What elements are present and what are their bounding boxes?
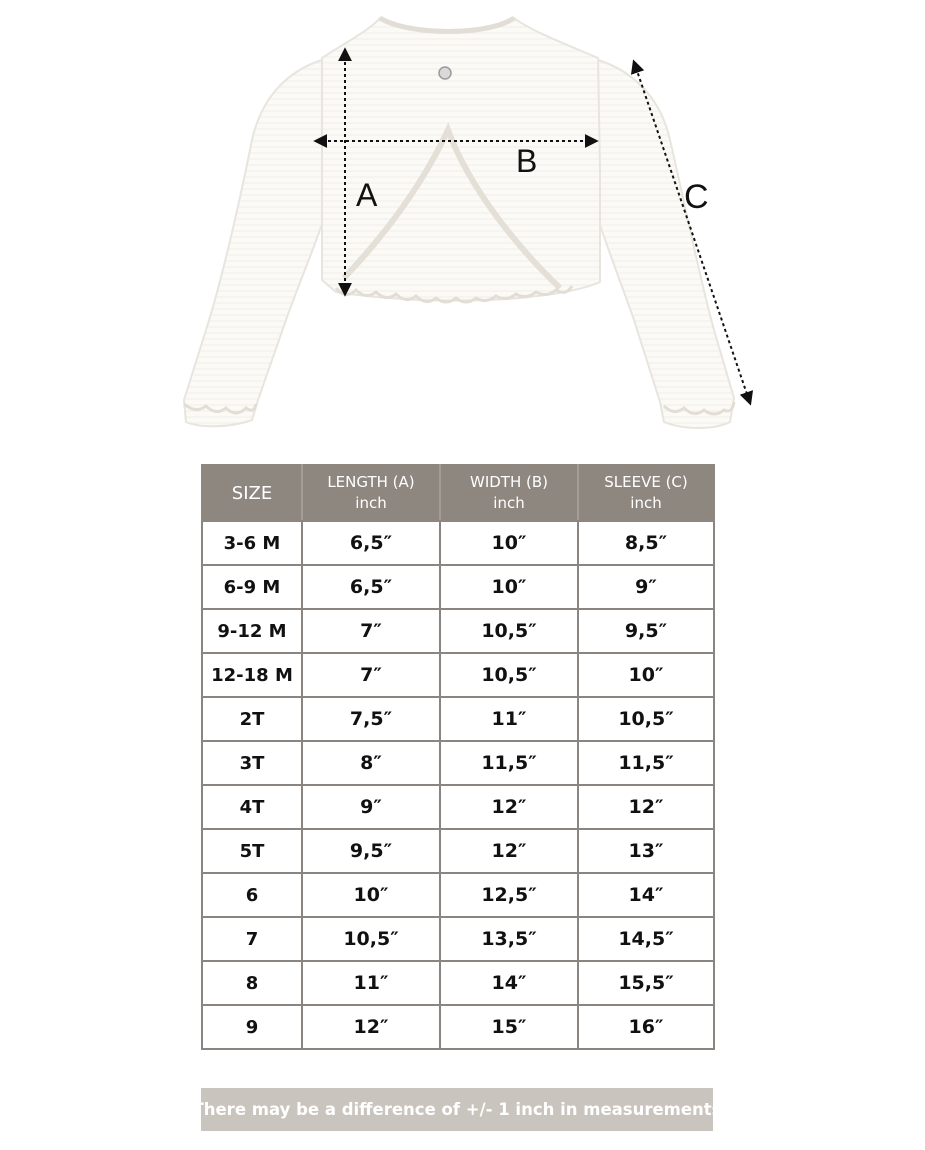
sleeve-cell: 9″ [578,565,714,609]
width-cell: 15″ [440,1005,578,1049]
measure-label-c: C [684,178,709,216]
table-row [202,697,714,741]
table-row [202,1005,714,1049]
sleeve-cell: 8,5″ [578,521,714,565]
size-chart-table [201,464,715,1050]
cardigan-illustration [0,0,925,450]
sleeve-cell: 14,5″ [578,917,714,961]
length-cell: 7″ [302,653,440,697]
sleeve-cell: 9,5″ [578,609,714,653]
table-row [202,785,714,829]
table-row [202,653,714,697]
length-cell: 7,5″ [302,697,440,741]
length-cell: 9,5″ [302,829,440,873]
sleeve-cell: 11,5″ [578,741,714,785]
size-cell: 12-18 M [202,653,302,697]
sleeve-cell: 13″ [578,829,714,873]
sleeve-cell: 16″ [578,1005,714,1049]
size-cell: 2T [202,697,302,741]
header-size: SIZE [202,465,302,521]
header-width: WIDTH (B) inch [440,465,578,521]
table-header [202,465,714,521]
measurement-note: There may be a difference of +/- 1 inch in measurements [201,1088,713,1131]
sleeve-cell: 10,5″ [578,697,714,741]
left-sleeve [184,60,330,426]
header-sleeve: SLEEVE (C) inch [578,465,714,521]
button [439,67,451,79]
width-cell: 14″ [440,961,578,1005]
size-cell: 3T [202,741,302,785]
table-row [202,829,714,873]
table-row [202,565,714,609]
size-cell: 9 [202,1005,302,1049]
size-cell: 7 [202,917,302,961]
table-row [202,961,714,1005]
table-row [202,609,714,653]
width-cell: 10,5″ [440,609,578,653]
width-cell: 10″ [440,521,578,565]
table-row [202,873,714,917]
width-cell: 12″ [440,785,578,829]
size-cell: 5T [202,829,302,873]
cardigan-image [184,18,734,428]
width-cell: 10,5″ [440,653,578,697]
width-cell: 12″ [440,829,578,873]
length-cell: 9″ [302,785,440,829]
sleeve-cell: 10″ [578,653,714,697]
width-cell: 12,5″ [440,873,578,917]
size-cell: 4T [202,785,302,829]
length-cell: 11″ [302,961,440,1005]
size-cell: 6 [202,873,302,917]
length-cell: 8″ [302,741,440,785]
sleeve-cell: 14″ [578,873,714,917]
width-cell: 11,5″ [440,741,578,785]
size-cell: 9-12 M [202,609,302,653]
length-cell: 10,5″ [302,917,440,961]
table-row [202,741,714,785]
width-cell: 13,5″ [440,917,578,961]
header-length: LENGTH (A) inch [302,465,440,521]
table-row [202,917,714,961]
length-cell: 7″ [302,609,440,653]
size-cell: 3-6 M [202,521,302,565]
width-cell: 10″ [440,565,578,609]
size-cell: 8 [202,961,302,1005]
size-cell: 6-9 M [202,565,302,609]
measure-label-a: A [356,177,378,213]
table-row [202,521,714,565]
length-cell: 6,5″ [302,565,440,609]
width-cell: 11″ [440,697,578,741]
length-cell: 10″ [302,873,440,917]
length-cell: 12″ [302,1005,440,1049]
measure-label-b: B [516,143,538,179]
length-cell: 6,5″ [302,521,440,565]
table-body [202,521,714,1049]
right-sleeve [592,60,734,428]
sleeve-cell: 15,5″ [578,961,714,1005]
sleeve-cell: 12″ [578,785,714,829]
